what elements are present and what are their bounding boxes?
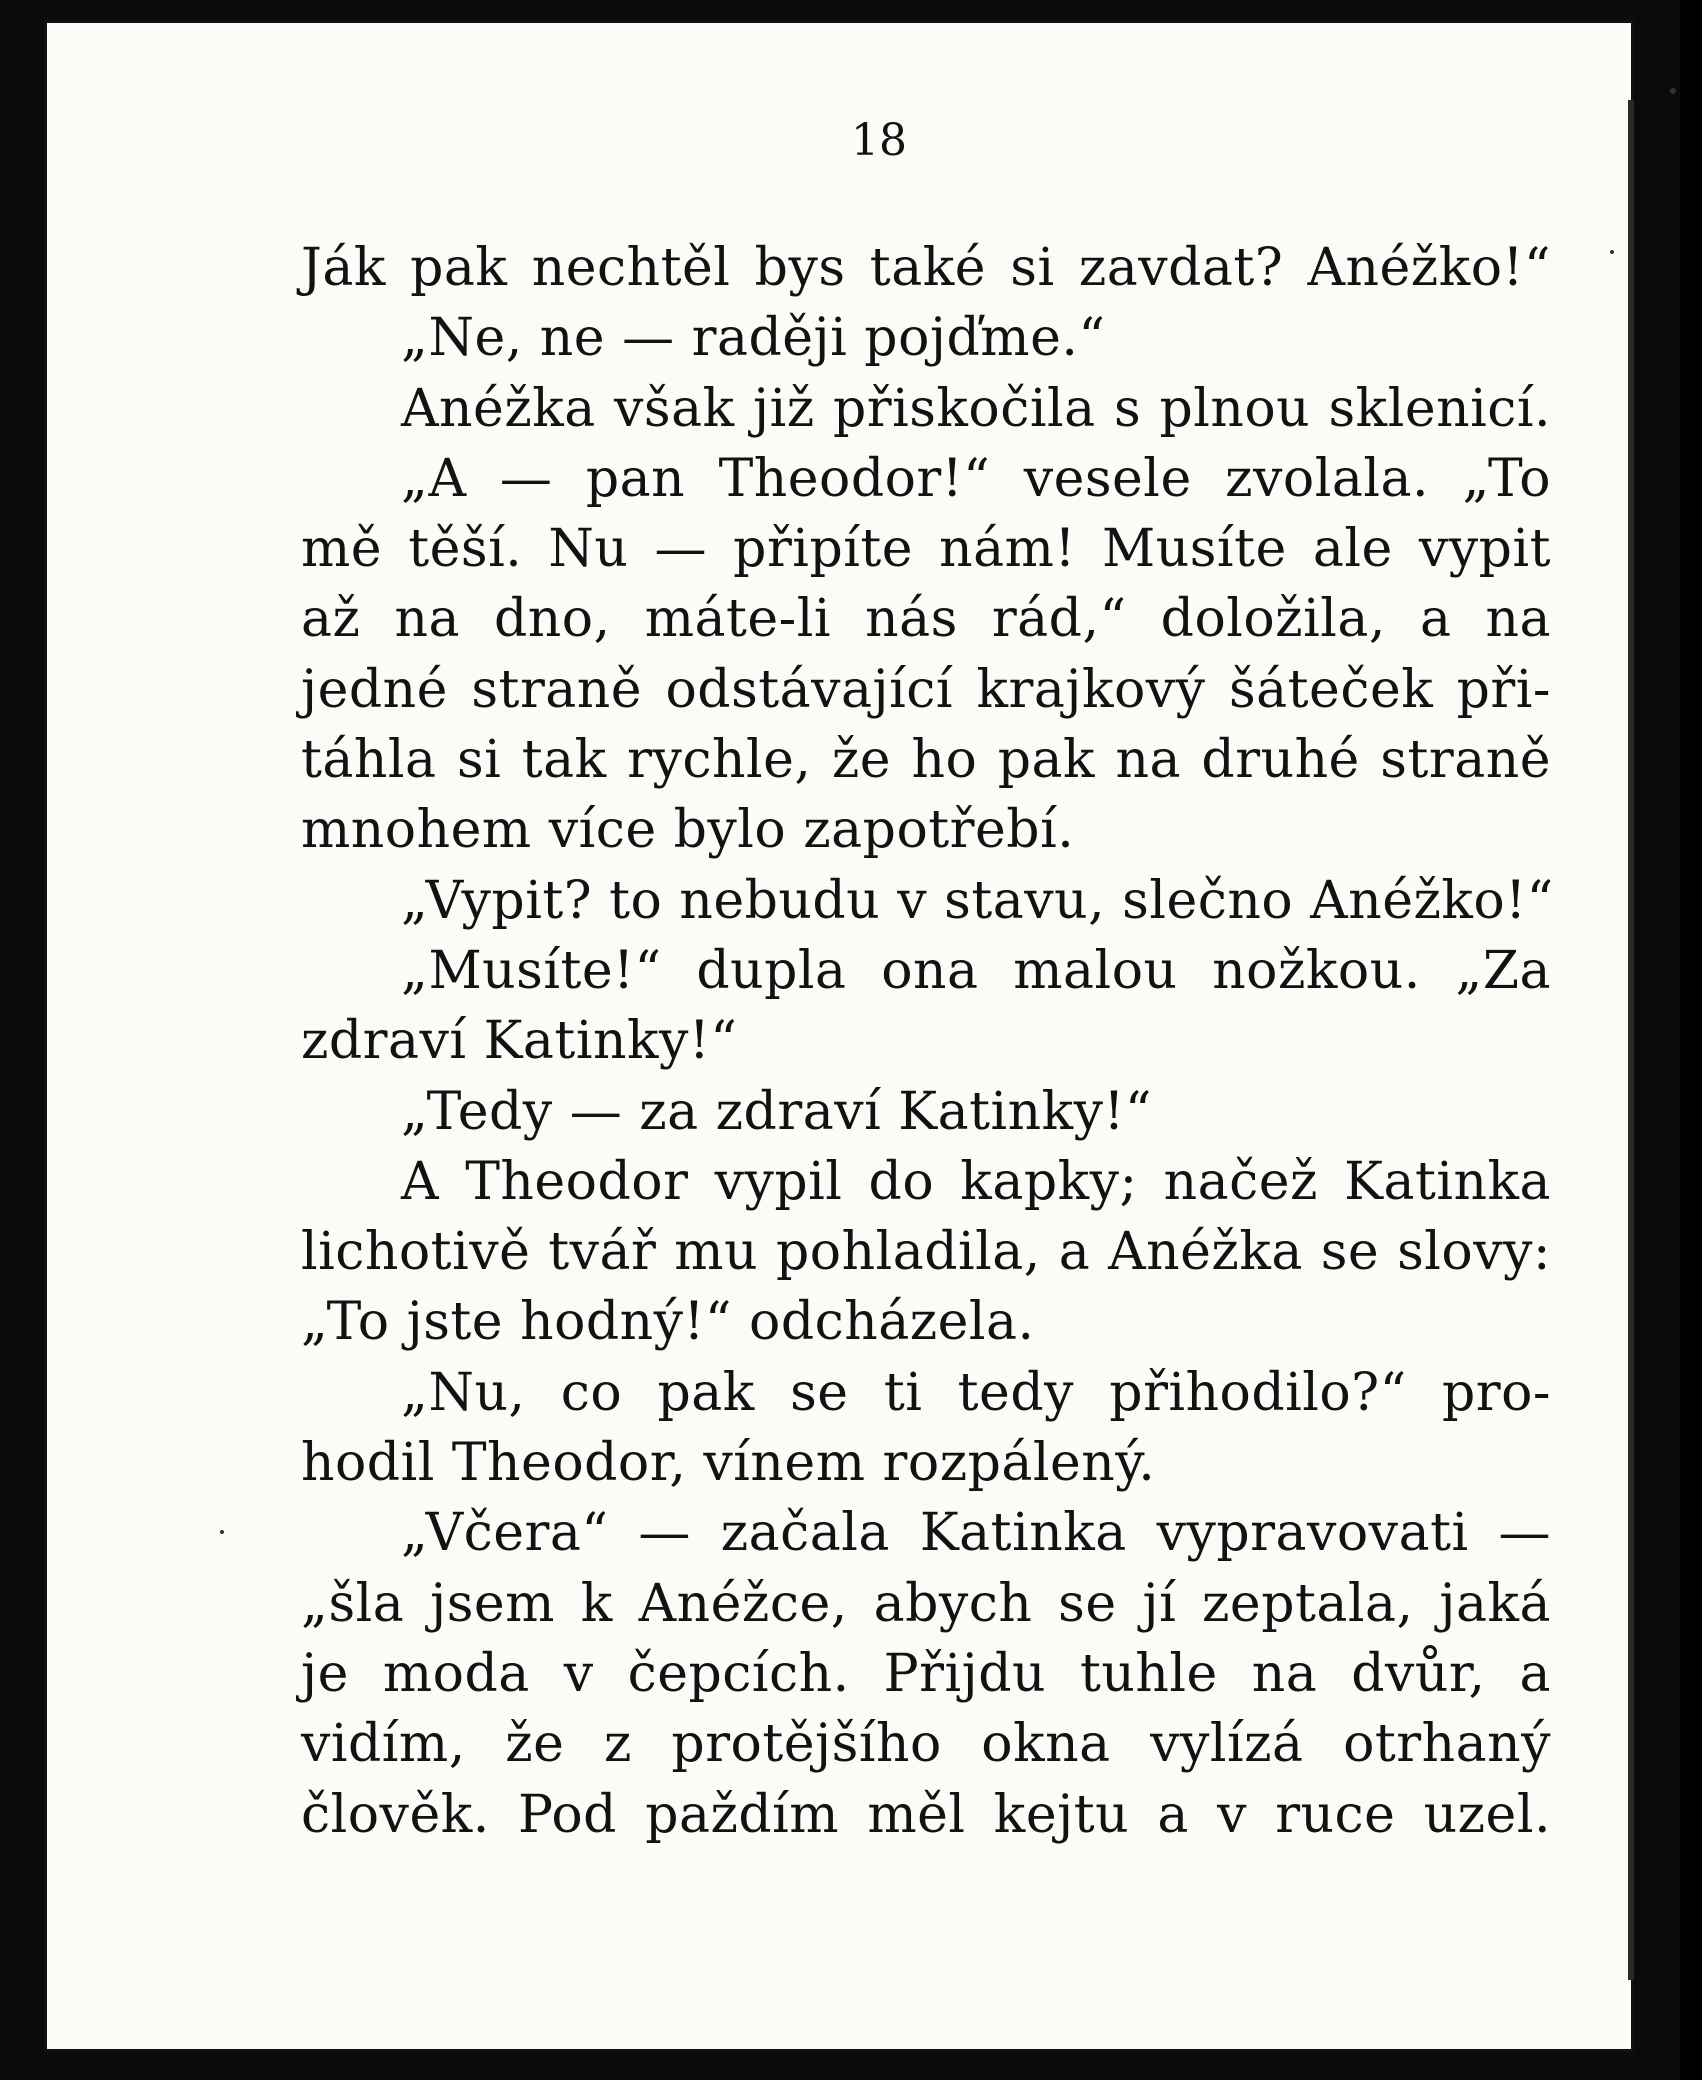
dust-speck <box>220 1530 224 1534</box>
book-page <box>44 20 1634 2052</box>
text-line: člověk. Pod paždím měl kejtu a v ruce uzel. <box>301 1784 1551 1845</box>
text-line: „Nu, co pak se ti tedy přihodilo?“ pro- <box>401 1362 1551 1423</box>
text-line: „Ne, ne — raději pojďme.“ <box>401 308 1106 369</box>
text-line: „Včera“ — začala Katinka vypravovati — <box>401 1503 1551 1564</box>
text-line: vidím, že z protějšího okna vylízá otrhaný <box>301 1714 1551 1775</box>
text-line: „Tedy — za zdraví Katinky!“ <box>401 1081 1152 1142</box>
dust-speck <box>1610 250 1614 254</box>
text-line: je moda v čepcích. Přijdu tuhle na dvůr, a <box>301 1643 1551 1704</box>
text-line: Ják pak nechtěl bys také si zavdat? Anéžko!“ <box>301 238 1551 298</box>
text-line: „To jste hodný!“ odcházela. <box>301 1292 1035 1353</box>
text-line: hodil Theodor, vínem rozpálený. <box>301 1433 1156 1494</box>
text-line: „šla jsem k Anéžce, abych se jí zeptala, jaká <box>301 1573 1551 1634</box>
body-text <box>301 233 1554 1850</box>
dust-speck <box>1670 88 1676 94</box>
page-number: 18 <box>851 115 907 166</box>
text-line: lichotivě tvář mu pohladila, a Anéžka se slovy: <box>301 1222 1551 1283</box>
text-line: A Theodor vypil do kapky; načež Katinka <box>401 1151 1551 1212</box>
text-line: jedné straně odstávající krajkový šáteček při- <box>301 659 1551 720</box>
text-line: táhla si tak rychle, že ho pak na druhé straně <box>301 730 1551 791</box>
text-line: mě těší. Nu — připíte nám! Musíte ale vypit <box>301 519 1551 580</box>
text-line: až na dno, máte-li nás rád,“ doložila, a na <box>301 589 1551 650</box>
scan-border <box>1680 0 1702 2080</box>
text-line: „Vypit? to nebudu v stavu, slečno Anéžko!“ <box>401 870 1554 931</box>
text-line: Anéžka však již přiskočila s plnou sklenicí. <box>401 378 1551 439</box>
text-line: „Musíte!“ dupla ona malou nožkou. „Za <box>401 940 1551 1001</box>
page-edge-shadow <box>1628 100 1634 1980</box>
text-line: mnohem více bylo zapotřebí. <box>301 800 1075 861</box>
text-line: „A — pan Theodor!“ vesele zvolala. „To <box>401 448 1551 509</box>
text-line: zdraví Katinky!“ <box>301 1011 738 1072</box>
